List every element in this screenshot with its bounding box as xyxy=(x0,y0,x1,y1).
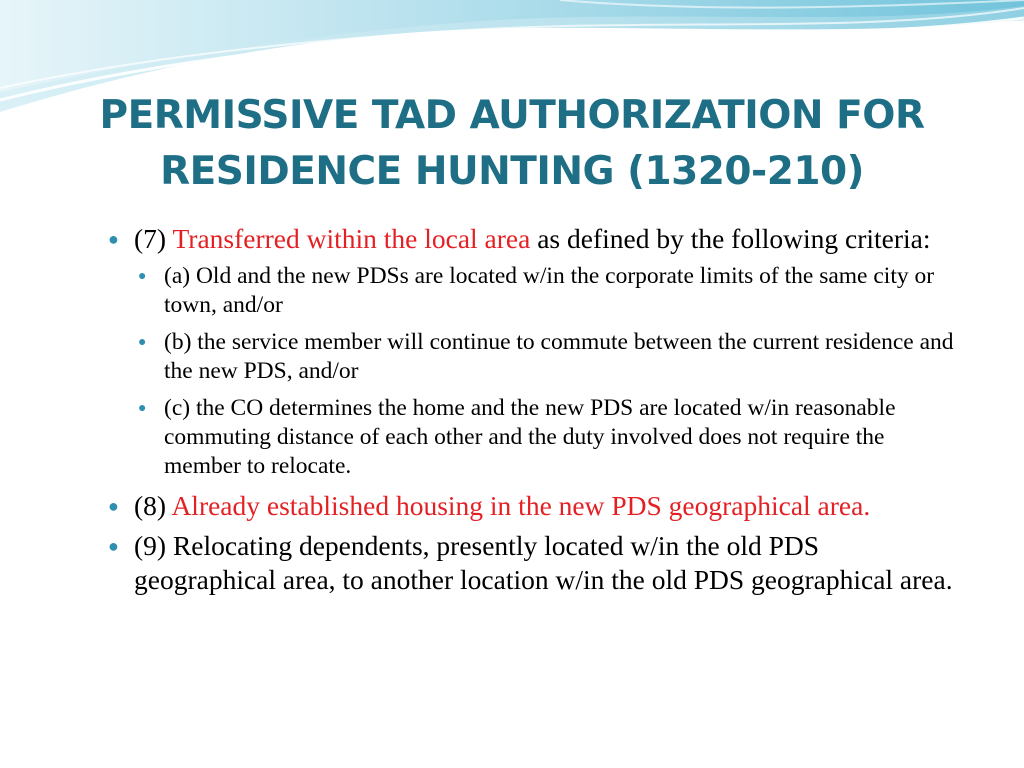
bullet-icon: ● xyxy=(108,229,119,249)
title-line-1: PERMISSIVE TAD AUTHORIZATION FOR xyxy=(99,93,925,138)
item-8-prefix: (8) xyxy=(134,490,172,521)
item-7-suffix: as defined by the following criteria: xyxy=(530,223,931,254)
sub-item-c xyxy=(104,394,964,481)
item-9-text: (9) Relocating dependents, presently located w/in the old PDS geographical area, to another location w/in the old PDS geographical area. xyxy=(134,530,953,595)
list-item-9 xyxy=(104,529,964,597)
sub-item-a xyxy=(104,262,964,320)
bullet-list xyxy=(104,222,964,603)
sub-item-c-text: (c) the CO determines the home and the new PDS are located w/in reasonable commuting distance of each other and the duty involved does not require the member to relocate. xyxy=(164,395,896,479)
sub-bullet-icon: ● xyxy=(138,269,147,284)
sub-item-b-text: (b) the service member will continue to commute between the current residence and the new PDS, and/or xyxy=(164,329,954,384)
list-item-8 xyxy=(104,489,964,523)
item-7-highlight: Transferred within the local area xyxy=(172,223,531,254)
title-line-2: RESIDENCE HUNTING (1320-210) xyxy=(160,149,864,194)
bullet-icon: ● xyxy=(108,496,119,516)
sub-bullet-icon: ● xyxy=(138,335,147,350)
bullet-icon: ● xyxy=(108,536,119,556)
sub-item-a-text: (a) Old and the new PDSs are located w/in the corporate limits of the same city or town, and/or xyxy=(164,263,935,318)
sub-bullet-icon: ● xyxy=(138,401,147,416)
list-item-7 xyxy=(104,222,964,256)
slide-title xyxy=(60,88,964,200)
item-8-highlight: Already established housing in the new PDS geographical area. xyxy=(171,490,871,521)
item-7-prefix: (7) xyxy=(134,223,173,254)
sub-item-b xyxy=(104,328,964,386)
